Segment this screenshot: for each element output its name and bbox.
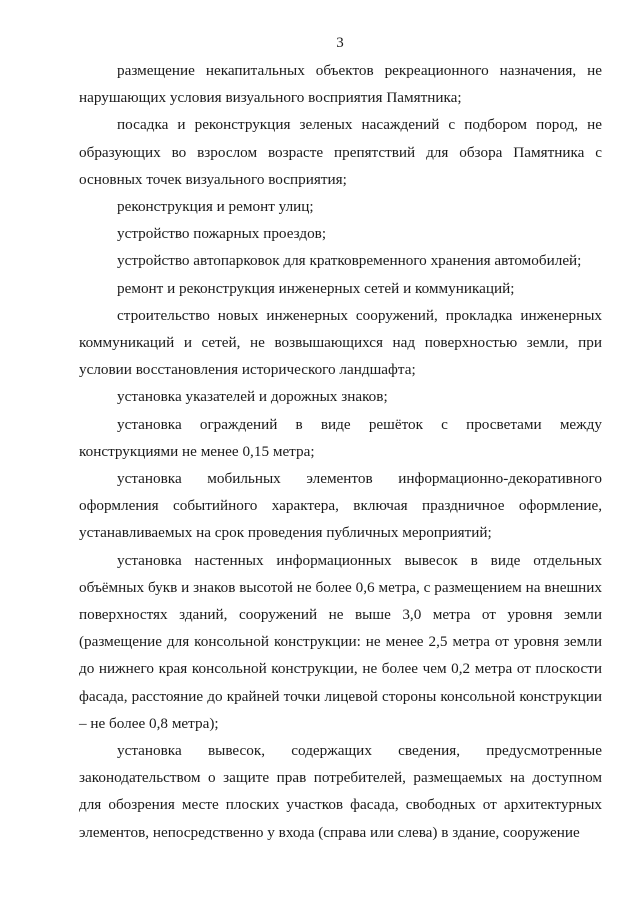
paragraph-mobile-decor: установка мобильных элементов информационно-декоративного оформления событийного характера, включая праздничное оформление, устанавливаемых на срок проведения публичных мероприятий; — [79, 470, 602, 542]
paragraph-parking: устройство автопарковок для кратковременного хранения автомобилей; — [117, 252, 582, 270]
document-body — [79, 57, 602, 846]
paragraph-consumer-signboards: установка вывесок, содержащих сведения, предусмотренные законодательством о защите прав потребителей, размещаемых на доступном для обозрения месте плоских участков фасада, свободных от архитектурных элементов, непосредственно у входа (справа или слева) в здание, сооружение — [79, 742, 602, 841]
paragraph-utility-networks: ремонт и реконструкция инженерных сетей и коммуникаций; — [117, 279, 515, 297]
page-number: 3 — [336, 35, 344, 51]
paragraph-road-signs: установка указателей и дорожных знаков; — [117, 388, 388, 406]
paragraph-green-planting: посадка и реконструкция зеленых насаждений с подбором пород, не образующих во взрослом возрасте препятствий для обзора Памятника с основных точек визуального восприятия; — [79, 116, 602, 188]
paragraph-fire-passages: устройство пожарных проездов; — [117, 225, 327, 243]
paragraph-new-engineering-structures: строительство новых инженерных сооружений, прокладка инженерных коммуникаций и сетей, не возвышающихся над поверхностью земли, при условии восстановления исторического ландшафта; — [79, 306, 602, 379]
paragraph-recreational-objects: размещение некапитальных объектов рекреационного назначения, не нарушающих условия визуального восприятия Памятника; — [79, 62, 602, 107]
paragraph-street-repair: реконструкция и ремонт улиц; — [117, 198, 314, 216]
paragraph-wall-signboards: установка настенных информационных вывесок в виде отдельных объёмных букв и знаков высотой не более 0,6 метра, с размещением на внешних поверхностях зданий, сооружений не выше 3,0 метра от уровня земли (размещение для консольной конструкции: не менее 2,5 метра от уровня земли до нижнего края консольной конструкции, не более чем 0,2 метра от плоскости фасада, расстояние до крайней точки лицевой стороны консольной конструкции – не более 0,8 метра); — [79, 551, 602, 732]
paragraph-fences: установка ограждений в виде решёток с просветами между конструкциями не менее 0,15 метра; — [79, 415, 602, 460]
